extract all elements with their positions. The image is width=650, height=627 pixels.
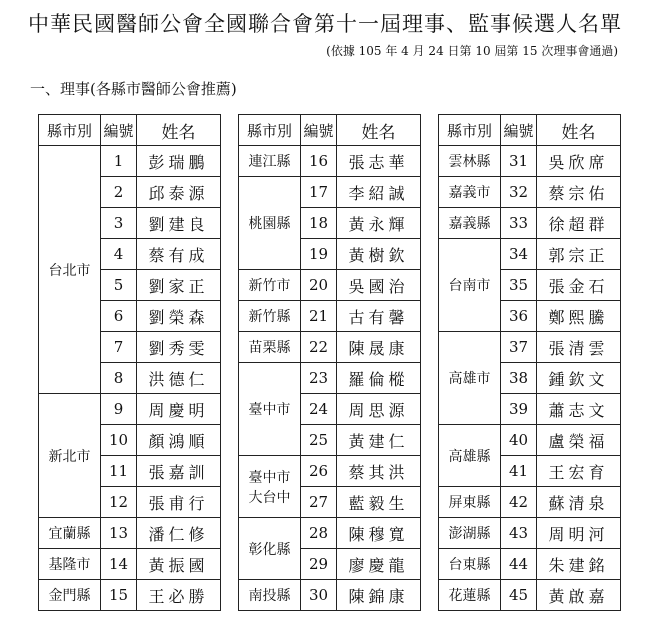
table-row	[439, 487, 621, 518]
table-row	[239, 363, 421, 394]
county-label: 嘉義縣	[448, 216, 491, 232]
candidate-number: 24	[301, 394, 337, 425]
candidate-number: 26	[301, 456, 337, 487]
county-label: 新北市	[48, 448, 91, 465]
candidate-number: 22	[301, 332, 337, 363]
county-cell	[239, 146, 301, 177]
candidate-number: 21	[301, 301, 337, 332]
candidate-name: 陳錦康	[337, 580, 421, 611]
candidate-number: 5	[101, 270, 137, 301]
candidate-name: 劉建良	[137, 208, 221, 239]
header-county: 縣市別	[239, 115, 301, 146]
candidate-number: 8	[101, 363, 137, 394]
county-cell	[239, 270, 301, 301]
header-name: 姓名	[137, 115, 221, 146]
county-label: 雲林縣	[448, 154, 491, 170]
county-cell	[39, 580, 101, 611]
candidate-name: 吳欣席	[537, 146, 621, 177]
county-cell	[439, 208, 501, 239]
county-cell	[439, 518, 501, 549]
candidate-table-2	[238, 114, 421, 611]
table-row	[439, 425, 621, 456]
county-label: 南投縣	[248, 588, 291, 604]
county-label: 台東縣	[448, 557, 491, 573]
candidate-number: 27	[301, 487, 337, 518]
table-row	[239, 580, 421, 611]
candidate-number: 30	[301, 580, 337, 611]
candidate-name: 黃振國	[137, 549, 221, 580]
candidate-number: 13	[101, 518, 137, 549]
candidate-name: 廖慶龍	[337, 549, 421, 580]
header-county: 縣市別	[39, 115, 101, 146]
candidate-name: 周慶明	[137, 394, 221, 425]
candidate-table-3	[438, 114, 621, 611]
table-row	[239, 332, 421, 363]
table-row	[239, 146, 421, 177]
county-cell	[239, 580, 301, 611]
candidate-number: 25	[301, 425, 337, 456]
candidate-number: 37	[501, 332, 537, 363]
candidate-name: 張甫行	[137, 487, 221, 518]
table-row	[39, 394, 221, 425]
candidate-number: 41	[501, 456, 537, 487]
county-cell	[239, 363, 301, 456]
candidate-number: 20	[301, 270, 337, 301]
table-row	[439, 177, 621, 208]
county-cell	[439, 177, 501, 208]
table-row	[39, 549, 221, 580]
candidate-number: 40	[501, 425, 537, 456]
candidate-number: 43	[501, 518, 537, 549]
county-label: 新竹市	[248, 278, 291, 294]
candidate-number: 2	[101, 177, 137, 208]
table-row	[239, 301, 421, 332]
candidate-name: 李紹誠	[337, 177, 421, 208]
table-row	[439, 518, 621, 549]
candidate-number: 38	[501, 363, 537, 394]
table-row	[439, 208, 621, 239]
candidate-name: 劉榮森	[137, 301, 221, 332]
candidate-number: 18	[301, 208, 337, 239]
candidate-number: 45	[501, 580, 537, 611]
table-row	[439, 580, 621, 611]
county-cell	[239, 332, 301, 363]
candidate-name: 張清雲	[537, 332, 621, 363]
county-label: 台南市	[448, 278, 491, 294]
table-row	[239, 456, 421, 487]
candidate-number: 39	[501, 394, 537, 425]
county-label: 連江縣	[248, 154, 291, 170]
candidate-name: 邱泰源	[137, 177, 221, 208]
candidate-number: 32	[501, 177, 537, 208]
county-label: 新竹縣	[248, 309, 291, 325]
candidate-name: 朱建銘	[537, 549, 621, 580]
candidate-number: 17	[301, 177, 337, 208]
candidate-number: 12	[101, 487, 137, 518]
county-label: 臺中市	[248, 402, 291, 418]
candidate-number: 33	[501, 208, 537, 239]
candidate-number: 16	[301, 146, 337, 177]
county-label: 高雄縣	[448, 448, 491, 465]
table-row	[39, 518, 221, 549]
candidate-name: 蔡有成	[137, 239, 221, 270]
county-cell	[439, 425, 501, 487]
candidate-name: 吳國治	[337, 270, 421, 301]
table-row	[239, 518, 421, 549]
candidate-name: 鄭熙騰	[537, 301, 621, 332]
candidate-number: 14	[101, 549, 137, 580]
table-row	[439, 332, 621, 363]
candidate-name: 王宏育	[537, 456, 621, 487]
county-cell	[39, 146, 101, 394]
county-label: 基隆市	[48, 557, 91, 573]
candidate-name: 藍毅生	[337, 487, 421, 518]
candidate-number: 1	[101, 146, 137, 177]
county-label: 高雄市	[448, 371, 491, 387]
header-name: 姓名	[337, 115, 421, 146]
county-cell	[439, 146, 501, 177]
candidate-table-1	[38, 114, 221, 611]
candidate-name: 黃建仁	[337, 425, 421, 456]
county-cell	[39, 394, 101, 518]
county-label: 屏東縣	[448, 495, 491, 511]
candidate-name: 張志華	[337, 146, 421, 177]
candidate-number: 11	[101, 456, 137, 487]
county-cell	[439, 239, 501, 332]
candidate-number: 10	[101, 425, 137, 456]
county-cell	[39, 549, 101, 580]
table-row	[439, 146, 621, 177]
candidate-number: 23	[301, 363, 337, 394]
county-cell	[239, 518, 301, 580]
county-label: 嘉義市	[448, 185, 491, 201]
candidate-number: 34	[501, 239, 537, 270]
county-label: 宜蘭縣	[48, 526, 91, 542]
county-label: 花蓮縣	[448, 588, 491, 604]
county-label: 台北市	[48, 262, 91, 279]
candidate-number: 36	[501, 301, 537, 332]
candidate-name: 張金石	[537, 270, 621, 301]
county-cell	[239, 177, 301, 270]
candidate-name: 黃樹欽	[337, 239, 421, 270]
candidate-name: 顏鴻順	[137, 425, 221, 456]
county-cell	[39, 518, 101, 549]
county-label: 臺中市	[248, 469, 291, 486]
county-label: 苗栗縣	[248, 340, 291, 356]
county-cell	[239, 456, 301, 518]
candidate-name: 蘇清泉	[537, 487, 621, 518]
candidate-name: 郭宗正	[537, 239, 621, 270]
candidate-number: 4	[101, 239, 137, 270]
candidate-number: 42	[501, 487, 537, 518]
header-name: 姓名	[537, 115, 621, 146]
header-number: 編號	[101, 115, 137, 146]
county-cell	[439, 487, 501, 518]
candidate-name: 鍾欽文	[537, 363, 621, 394]
candidate-number: 19	[301, 239, 337, 270]
candidate-number: 35	[501, 270, 537, 301]
candidate-name: 蔡宗佑	[537, 177, 621, 208]
candidate-name: 蔡其洪	[337, 456, 421, 487]
candidate-number: 44	[501, 549, 537, 580]
table-row	[239, 270, 421, 301]
county-cell	[439, 549, 501, 580]
header-number: 編號	[301, 115, 337, 146]
candidate-name: 張嘉訓	[137, 456, 221, 487]
header-number: 編號	[501, 115, 537, 146]
candidate-name: 徐超群	[537, 208, 621, 239]
candidate-number: 9	[101, 394, 137, 425]
candidate-name: 劉秀雯	[137, 332, 221, 363]
county-label-secondary: 大台中	[248, 489, 291, 506]
approval-note: (依據 105 年 4 月 24 日第 10 屆第 15 次理事會通過)	[326, 44, 618, 58]
candidate-name: 古有馨	[337, 301, 421, 332]
candidate-name: 彭瑞鵬	[137, 146, 221, 177]
table-row	[39, 146, 221, 177]
table-row	[39, 580, 221, 611]
candidate-number: 29	[301, 549, 337, 580]
candidate-number: 31	[501, 146, 537, 177]
document-title: 中華民國醫師公會全國聯合會第十一屆理事、監事候選人名單	[28, 12, 622, 36]
county-cell	[439, 580, 501, 611]
county-label: 彰化縣	[248, 541, 291, 558]
county-cell	[439, 332, 501, 425]
candidate-name: 潘仁修	[137, 518, 221, 549]
candidate-name: 陳穆寬	[337, 518, 421, 549]
section-heading: 一、理事(各縣市醫師公會推薦)	[30, 80, 237, 98]
candidate-number: 6	[101, 301, 137, 332]
candidate-name: 蕭志文	[537, 394, 621, 425]
candidate-name: 黃永輝	[337, 208, 421, 239]
candidate-number: 3	[101, 208, 137, 239]
candidate-name: 王必勝	[137, 580, 221, 611]
candidate-name: 黃啟嘉	[537, 580, 621, 611]
table-row	[439, 549, 621, 580]
county-cell	[239, 301, 301, 332]
candidate-name: 周明河	[537, 518, 621, 549]
county-label: 金門縣	[48, 588, 91, 604]
table-row	[239, 177, 421, 208]
header-county: 縣市別	[439, 115, 501, 146]
candidate-name: 周思源	[337, 394, 421, 425]
candidate-name: 洪德仁	[137, 363, 221, 394]
table-row	[439, 239, 621, 270]
candidate-name: 羅倫樅	[337, 363, 421, 394]
candidate-number: 7	[101, 332, 137, 363]
candidate-name: 陳晟康	[337, 332, 421, 363]
candidate-number: 28	[301, 518, 337, 549]
candidate-name: 盧榮福	[537, 425, 621, 456]
candidate-number: 15	[101, 580, 137, 611]
candidate-name: 劉家正	[137, 270, 221, 301]
county-label: 澎湖縣	[448, 526, 491, 542]
county-label: 桃園縣	[248, 216, 291, 232]
